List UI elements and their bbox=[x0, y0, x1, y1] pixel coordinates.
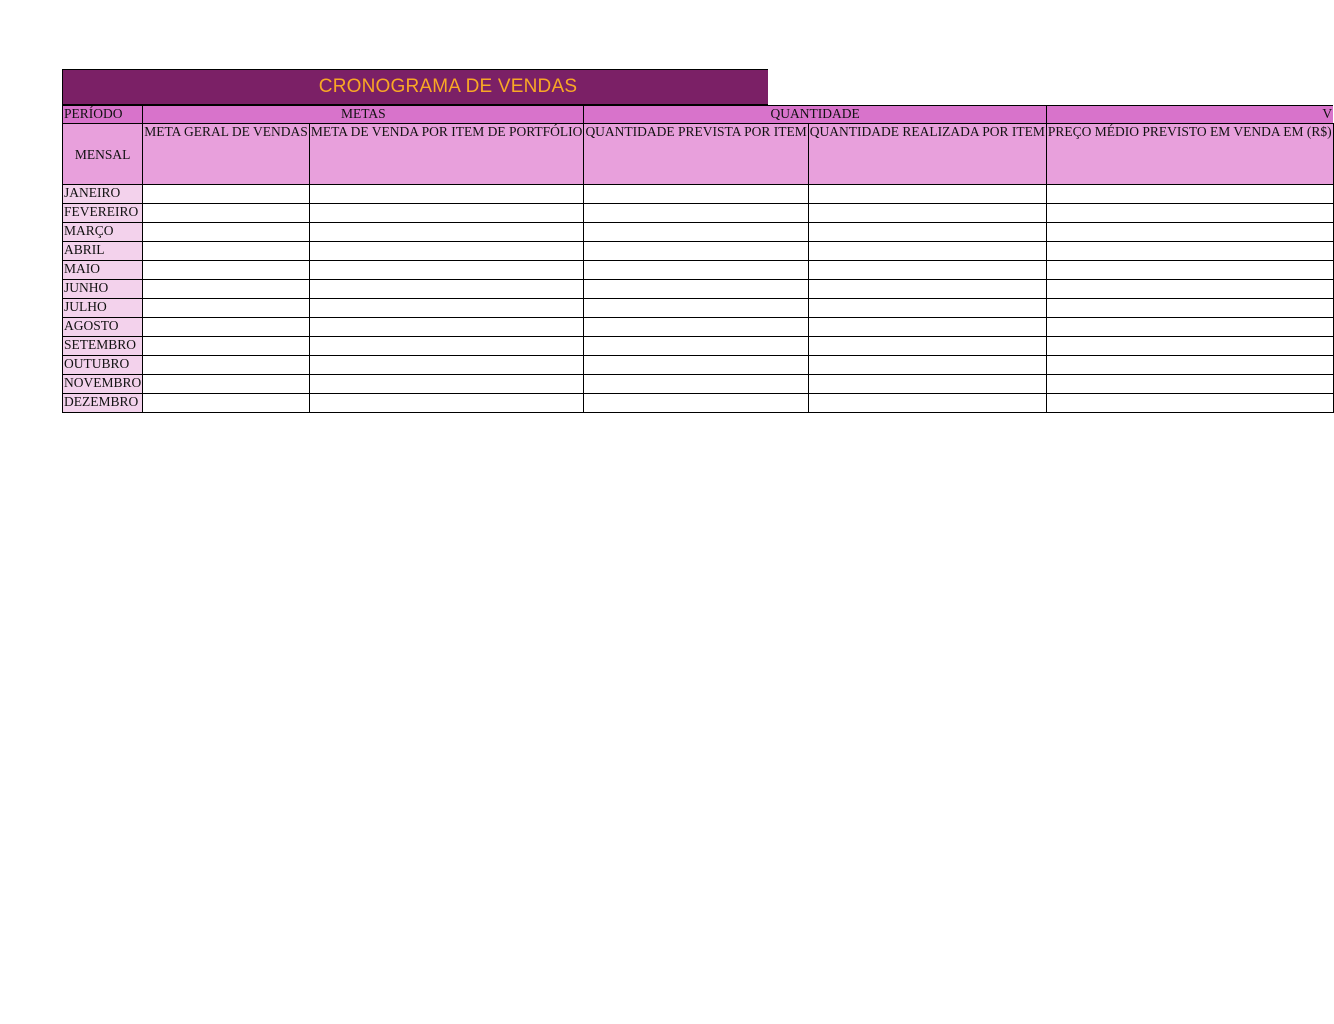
title-bar bbox=[62, 69, 768, 105]
table-row bbox=[63, 261, 1334, 280]
data-cell[interactable] bbox=[808, 261, 1046, 280]
header-mensal[interactable]: MENSAL bbox=[63, 124, 143, 185]
table-row bbox=[63, 242, 1334, 261]
table-row bbox=[63, 394, 1334, 413]
data-cell[interactable] bbox=[1046, 337, 1333, 356]
header-periodo[interactable]: PERÍODO bbox=[63, 106, 143, 124]
data-cell[interactable] bbox=[143, 204, 310, 223]
data-cell[interactable] bbox=[1046, 356, 1333, 375]
month-cell[interactable]: OUTUBRO bbox=[63, 356, 143, 375]
month-cell[interactable]: JUNHO bbox=[63, 280, 143, 299]
table-row bbox=[63, 318, 1334, 337]
page-title: CRONOGRAMA DE VENDAS bbox=[318, 76, 578, 97]
data-cell[interactable] bbox=[584, 318, 808, 337]
data-cell[interactable] bbox=[808, 356, 1046, 375]
month-cell[interactable]: NOVEMBRO bbox=[63, 375, 143, 394]
sub-header-row bbox=[63, 124, 1334, 185]
data-cell[interactable] bbox=[309, 242, 584, 261]
data-cell[interactable] bbox=[584, 337, 808, 356]
data-cell[interactable] bbox=[1046, 204, 1333, 223]
data-cell[interactable] bbox=[143, 261, 310, 280]
header-meta-geral[interactable]: META GERAL DE VENDAS bbox=[143, 124, 310, 185]
group-header-row bbox=[63, 106, 1334, 124]
table-row bbox=[63, 280, 1334, 299]
data-cell[interactable] bbox=[808, 375, 1046, 394]
data-cell[interactable] bbox=[1046, 280, 1333, 299]
data-cell[interactable] bbox=[143, 242, 310, 261]
month-cell[interactable]: JANEIRO bbox=[63, 185, 143, 204]
data-cell[interactable] bbox=[309, 356, 584, 375]
month-cell[interactable]: SETEMBRO bbox=[63, 337, 143, 356]
header-valor-clipped[interactable] bbox=[1046, 106, 1333, 124]
month-cell[interactable]: MAIO bbox=[63, 261, 143, 280]
spreadsheet bbox=[62, 69, 1333, 409]
data-cell[interactable] bbox=[1046, 318, 1333, 337]
data-cell[interactable] bbox=[143, 318, 310, 337]
data-cell[interactable] bbox=[309, 280, 584, 299]
table-row bbox=[63, 337, 1334, 356]
data-cell[interactable] bbox=[1046, 261, 1333, 280]
table-row bbox=[63, 375, 1334, 394]
data-cell[interactable] bbox=[1046, 299, 1333, 318]
table-row bbox=[63, 299, 1334, 318]
data-cell[interactable] bbox=[1046, 394, 1333, 413]
data-cell[interactable] bbox=[584, 356, 808, 375]
data-cell[interactable] bbox=[584, 223, 808, 242]
data-cell[interactable] bbox=[143, 223, 310, 242]
header-quantidade[interactable]: QUANTIDADE bbox=[584, 106, 1046, 124]
data-cell[interactable] bbox=[808, 337, 1046, 356]
data-cell[interactable] bbox=[143, 394, 310, 413]
header-preco-medio[interactable]: PREÇO MÉDIO PREVISTO EM VENDA EM (R$) bbox=[1046, 124, 1333, 185]
data-cell[interactable] bbox=[143, 185, 310, 204]
data-cell[interactable] bbox=[309, 375, 584, 394]
data-cell[interactable] bbox=[584, 261, 808, 280]
data-cell[interactable] bbox=[143, 356, 310, 375]
sales-schedule-table bbox=[62, 105, 1334, 413]
data-cell[interactable] bbox=[309, 204, 584, 223]
data-cell[interactable] bbox=[584, 394, 808, 413]
table-row bbox=[63, 223, 1334, 242]
header-meta-item[interactable]: META DE VENDA POR ITEM DE PORTFÓLIO bbox=[309, 124, 584, 185]
data-cell[interactable] bbox=[309, 318, 584, 337]
data-cell[interactable] bbox=[584, 375, 808, 394]
data-cell[interactable] bbox=[584, 185, 808, 204]
data-cell[interactable] bbox=[309, 185, 584, 204]
data-cell[interactable] bbox=[309, 394, 584, 413]
data-cell[interactable] bbox=[143, 375, 310, 394]
month-cell[interactable]: MARÇO bbox=[63, 223, 143, 242]
data-cell[interactable] bbox=[309, 223, 584, 242]
data-cell[interactable] bbox=[808, 242, 1046, 261]
header-qtd-prevista[interactable]: QUANTIDADE PREVISTA POR ITEM bbox=[584, 124, 808, 185]
data-cell[interactable] bbox=[808, 280, 1046, 299]
data-cell[interactable] bbox=[309, 299, 584, 318]
data-cell[interactable] bbox=[1046, 223, 1333, 242]
data-cell[interactable] bbox=[808, 185, 1046, 204]
data-cell[interactable] bbox=[1046, 185, 1333, 204]
data-cell[interactable] bbox=[1046, 375, 1333, 394]
table-row bbox=[63, 204, 1334, 223]
data-cell[interactable] bbox=[808, 394, 1046, 413]
data-cell[interactable] bbox=[309, 261, 584, 280]
data-cell[interactable] bbox=[584, 280, 808, 299]
data-cell[interactable] bbox=[584, 204, 808, 223]
header-qtd-realizada[interactable]: QUANTIDADE REALIZADA POR ITEM bbox=[808, 124, 1046, 185]
data-cell[interactable] bbox=[143, 280, 310, 299]
data-cell[interactable] bbox=[1046, 242, 1333, 261]
data-cell[interactable] bbox=[143, 337, 310, 356]
month-cell[interactable]: AGOSTO bbox=[63, 318, 143, 337]
data-cell[interactable] bbox=[808, 204, 1046, 223]
data-cell[interactable] bbox=[808, 299, 1046, 318]
data-cell[interactable] bbox=[808, 223, 1046, 242]
table-row bbox=[63, 356, 1334, 375]
month-cell[interactable]: JULHO bbox=[63, 299, 143, 318]
month-cell[interactable]: ABRIL bbox=[63, 242, 143, 261]
table-row bbox=[63, 185, 1334, 204]
data-cell[interactable] bbox=[584, 299, 808, 318]
month-cell[interactable]: DEZEMBRO bbox=[63, 394, 143, 413]
header-metas[interactable]: METAS bbox=[143, 106, 584, 124]
data-cell[interactable] bbox=[143, 299, 310, 318]
data-cell[interactable] bbox=[808, 318, 1046, 337]
header-valor-clipped-text: V bbox=[1322, 106, 1333, 121]
data-cell[interactable] bbox=[309, 337, 584, 356]
data-cell[interactable] bbox=[584, 242, 808, 261]
month-cell[interactable]: FEVEREIRO bbox=[63, 204, 143, 223]
